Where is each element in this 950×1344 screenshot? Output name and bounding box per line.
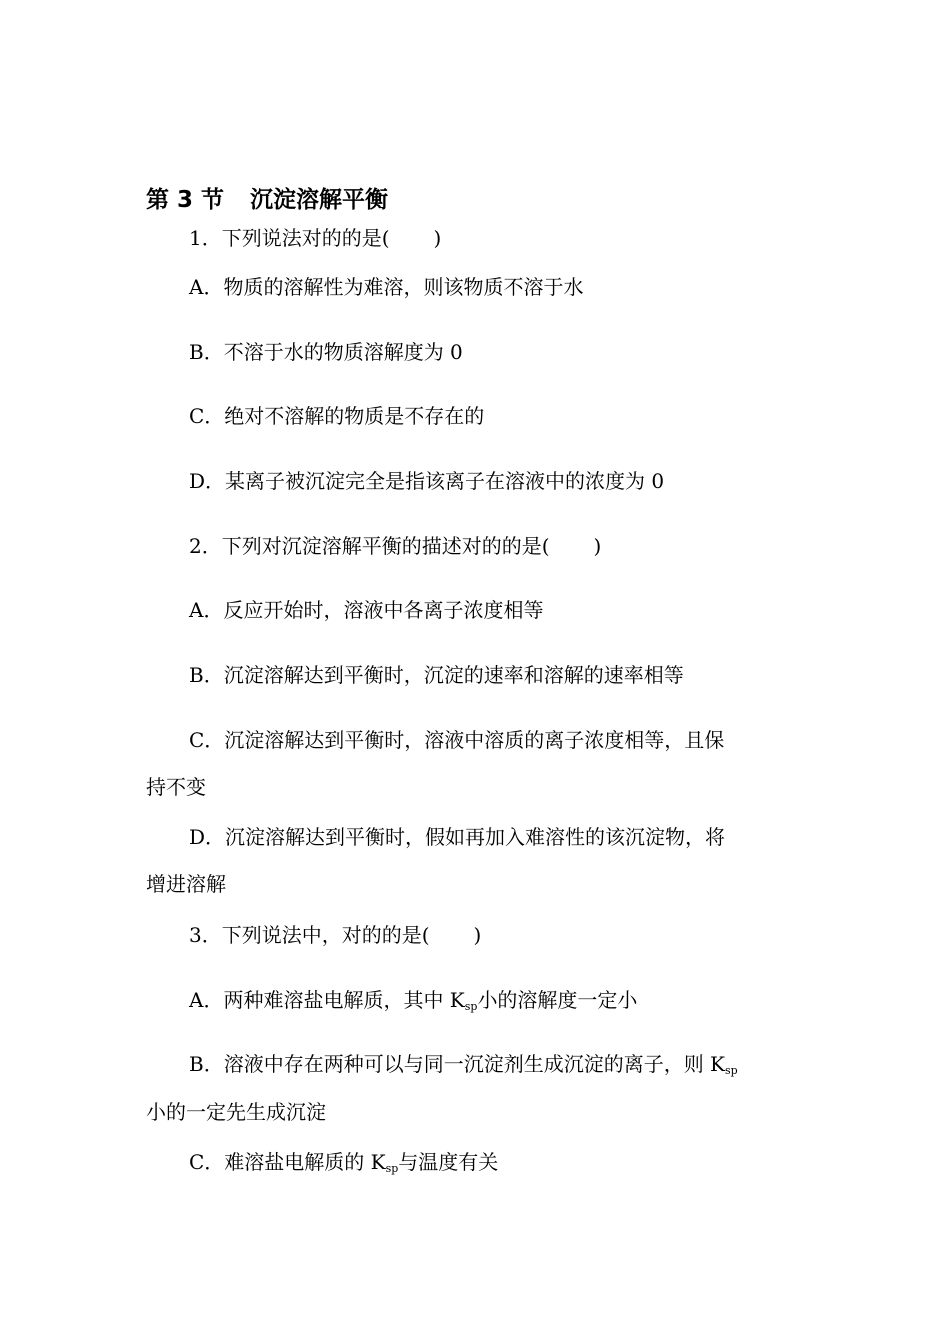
question-1-stem: 1．下列说法对的的是( ) [189,226,442,250]
question-3-option-a: A．两种难溶盐电解质，其中 $K_{sp}$小的溶解度一定小 [189,988,638,1013]
question-3-option-b-line1: B．溶液中存在两种可以与同一沉淀剂生成沉淀的离子，则 $K_{sp}$ [189,1052,738,1077]
question-3-stem: 3．下列说法中，对的的是( ) [189,923,482,947]
section-title [146,184,388,216]
question-2-stem: 2．下列对沉淀溶解平衡的描述对的的是( ) [189,534,602,558]
question-2-option-a: A．反应开始时，溶液中各离子浓度相等 [189,598,544,622]
section-name: 沉淀溶解平衡 [250,187,389,213]
question-3-option-b-line2: 小的一定先生成沉淀 [146,1100,326,1124]
question-2-option-c-line1: C．沉淀溶解达到平衡时，溶液中溶质的离子浓度相等，且保 [189,728,725,752]
question-2-option-d-line1: D．沉淀溶解达到平衡时，假如再加入难溶性的该沉淀物，将 [189,825,726,849]
question-1-option-b: B．不溶于水的物质溶解度为 0 [189,340,463,364]
question-1-option-c: C．绝对不溶解的物质是不存在的 [189,404,485,428]
question-2-option-b: B．沉淀溶解达到平衡时，沉淀的速率和溶解的速率相等 [189,663,684,687]
question-3-option-c: C．难溶盐电解质的 $K_{sp}$与温度有关 [189,1150,499,1175]
question-1-option-d: D．某离子被沉淀完全是指该离子在溶液中的浓度为 0 [189,469,665,493]
section-number: 第 3 节 [146,187,225,213]
question-2-option-c-line2: 持不变 [146,775,206,799]
question-1-option-a: A．物质的溶解性为难溶，则该物质不溶于水 [189,275,584,299]
question-2-option-d-line2: 增进溶解 [146,872,226,896]
